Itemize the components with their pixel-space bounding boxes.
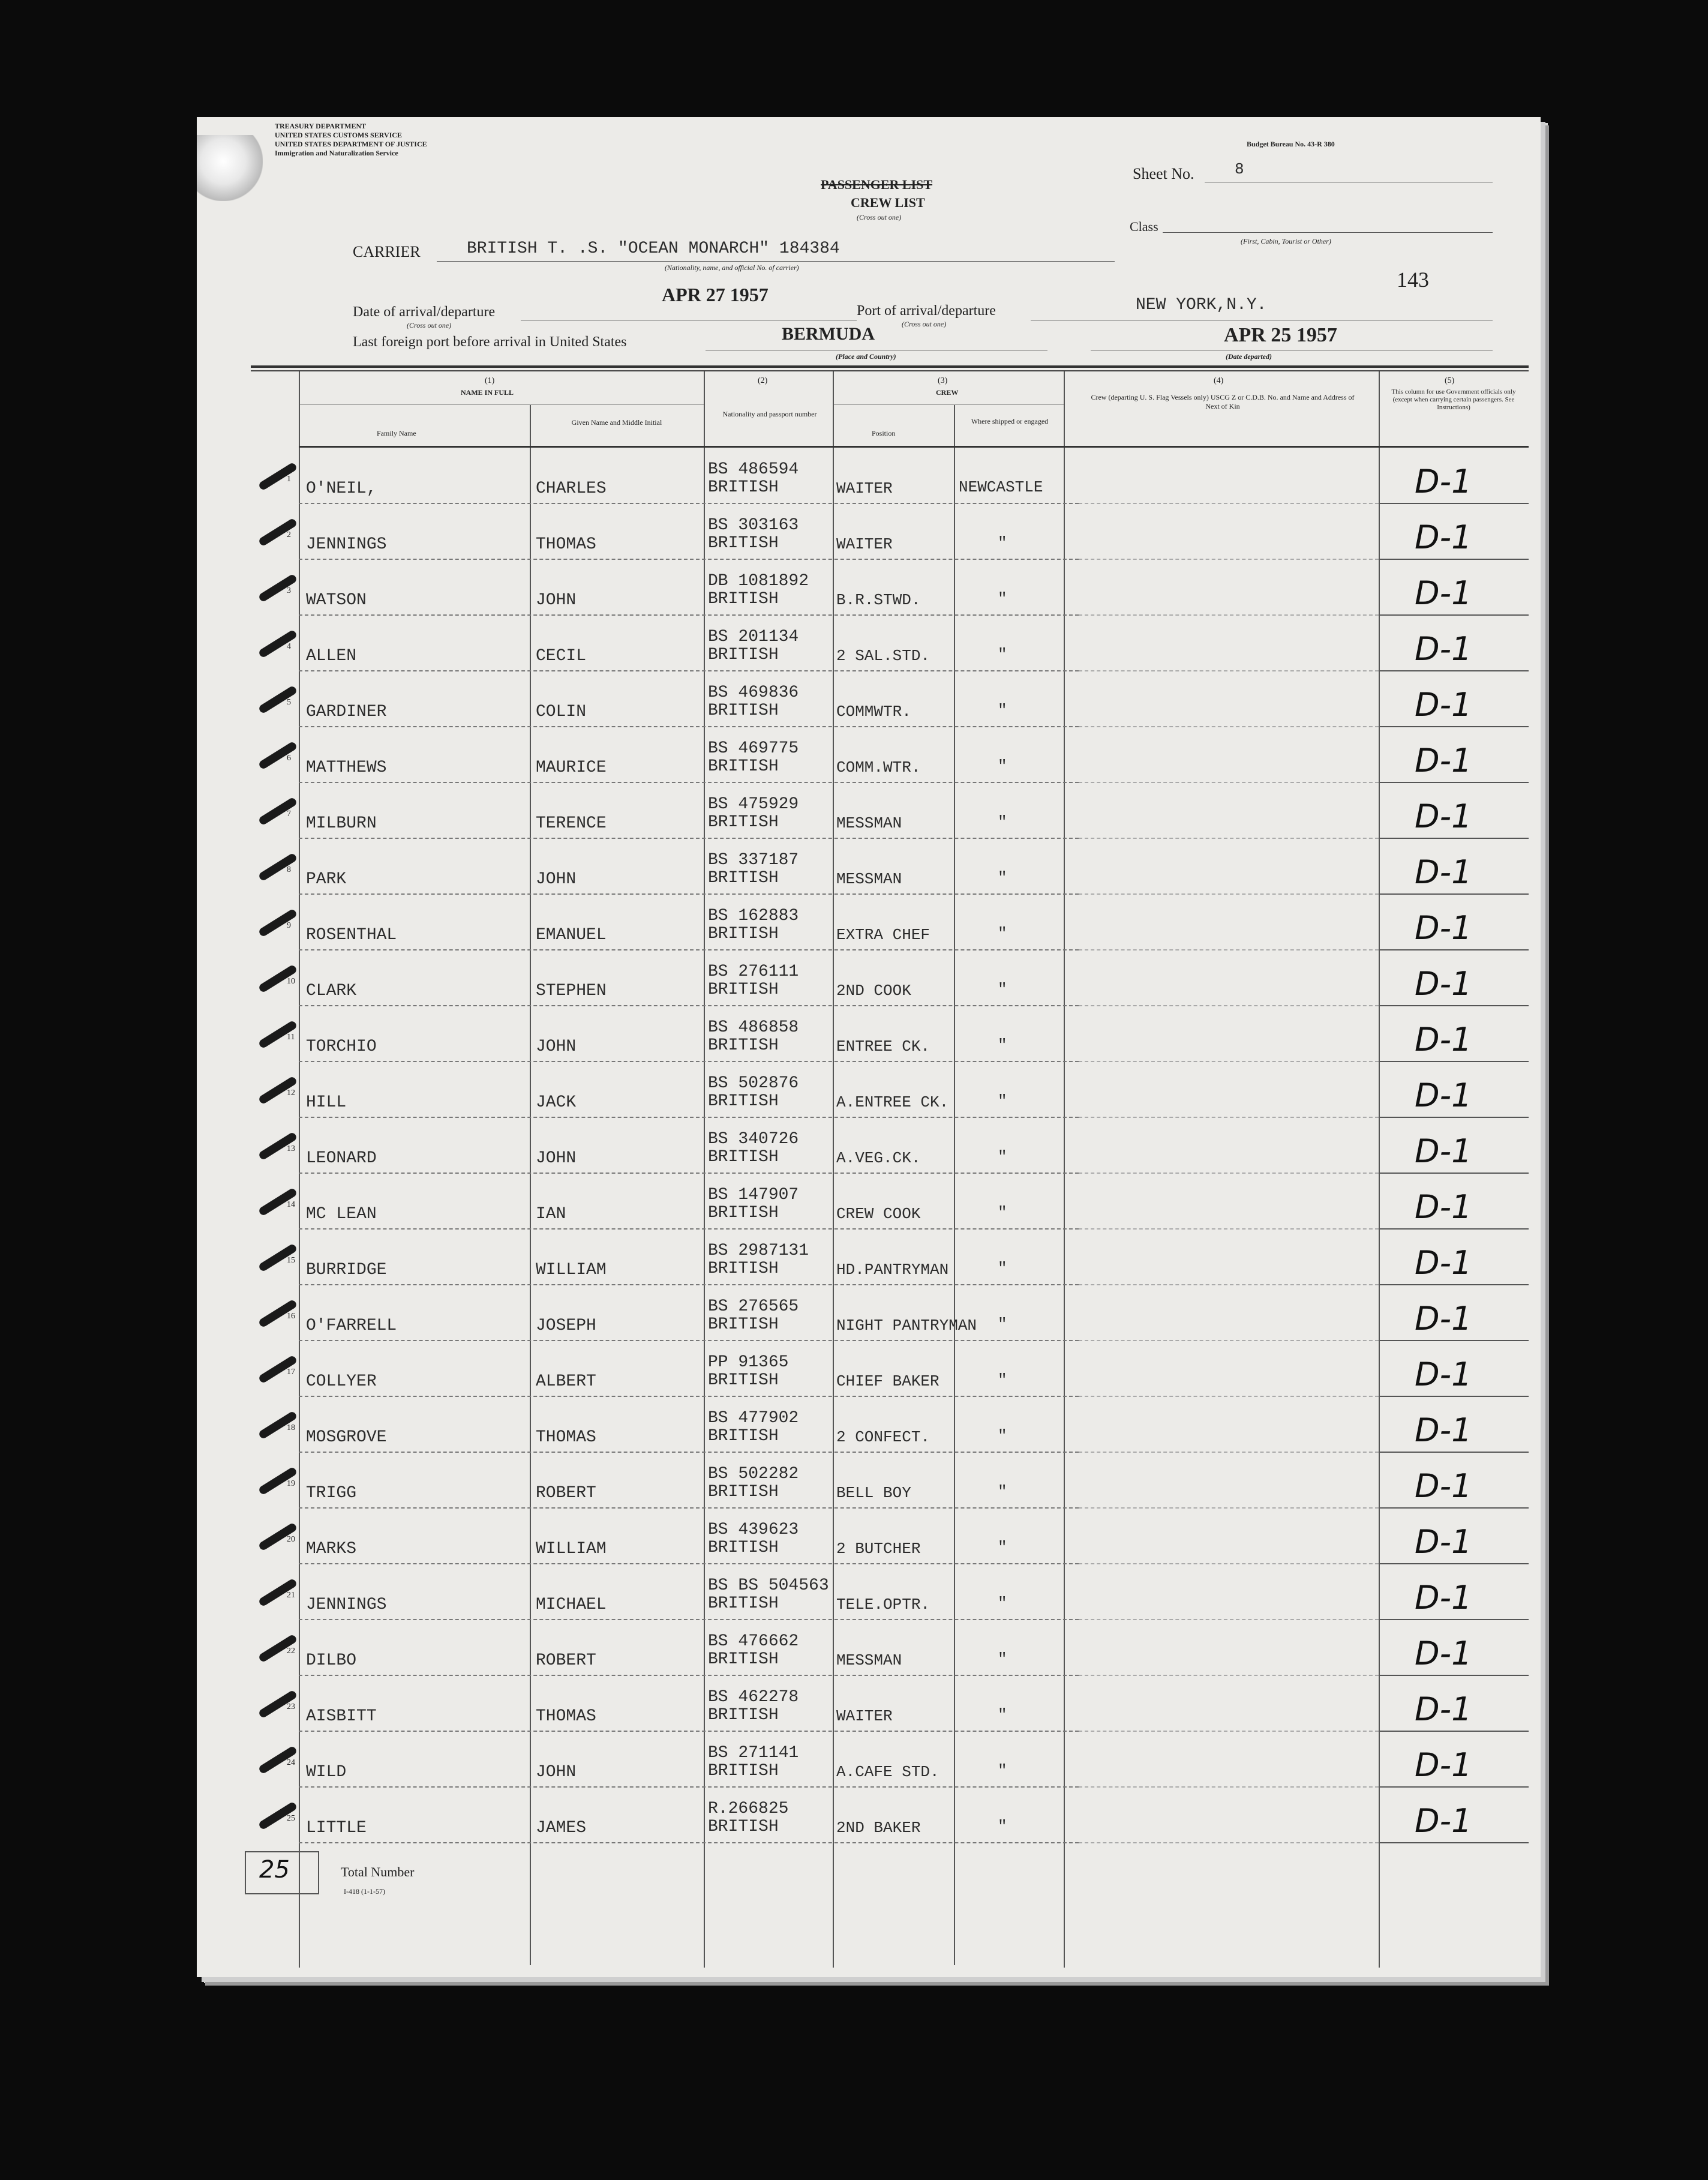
form-title-note: (Cross out one) xyxy=(857,213,902,221)
row-number: 1 xyxy=(287,475,291,484)
row-rule xyxy=(299,1842,1079,1843)
row-number: 11 xyxy=(287,1033,295,1042)
row-number: 3 xyxy=(287,586,291,595)
agency-line: UNITED STATES CUSTOMS SERVICE xyxy=(275,131,402,139)
agency-line: Immigration and Naturalization Service xyxy=(275,149,398,157)
total-label: Total Number xyxy=(341,1864,415,1879)
given-name: THOMAS xyxy=(536,1428,596,1447)
family-name: TORCHIO xyxy=(306,1037,377,1056)
row-number: 22 xyxy=(287,1647,295,1656)
row-number: 16 xyxy=(287,1312,295,1321)
where-engaged: " xyxy=(998,590,1007,608)
table-row xyxy=(197,448,1541,504)
position: MESSMAN xyxy=(836,870,902,888)
family-name: MC LEAN xyxy=(306,1205,377,1224)
col4-num: (4) xyxy=(1214,376,1224,385)
port-label: Port of arrival/departure xyxy=(857,303,996,319)
given-name: CECIL xyxy=(536,647,587,665)
position: CHIEF BAKER xyxy=(836,1372,939,1390)
nationality: BRITISH xyxy=(708,1650,779,1669)
check-mark xyxy=(258,797,298,826)
class-note: (First, Cabin, Tourist or Other) xyxy=(1241,237,1331,245)
row-number: 2 xyxy=(287,530,291,539)
position: 2 BUTCHER xyxy=(836,1540,921,1558)
row-number: 17 xyxy=(287,1368,295,1377)
row-number: 6 xyxy=(287,754,291,763)
family-name: AISBITT xyxy=(306,1707,377,1726)
departed-value: APR 25 1957 xyxy=(1224,324,1337,346)
position: 2ND COOK xyxy=(836,982,911,1000)
nationality: BRITISH xyxy=(708,590,779,608)
nationality: BRITISH xyxy=(708,1427,779,1446)
col3b-header: Where shipped or engaged xyxy=(971,417,1049,425)
where-engaged: " xyxy=(998,1818,1007,1836)
official-mark: D-1 xyxy=(1415,853,1472,891)
check-mark xyxy=(258,908,298,938)
nationality: BRITISH xyxy=(708,701,779,720)
row-number: 14 xyxy=(287,1200,295,1209)
where-engaged: " xyxy=(998,980,1007,998)
family-name: COLLYER xyxy=(306,1372,377,1391)
nationality: BRITISH xyxy=(708,1260,779,1278)
nationality: BRITISH xyxy=(708,869,779,887)
passport-number: BS 502282 xyxy=(708,1465,799,1483)
nationality: BRITISH xyxy=(708,1818,779,1836)
table-row xyxy=(197,1006,1541,1062)
date-note: (Cross out one) xyxy=(407,321,452,329)
family-name: O'NEIL, xyxy=(306,479,377,498)
col3-num: (3) xyxy=(938,376,948,385)
row-number: 7 xyxy=(287,809,291,818)
col3a-header: Position xyxy=(872,429,896,437)
given-name: ALBERT xyxy=(536,1372,596,1391)
nationality: BRITISH xyxy=(708,1204,779,1222)
official-mark: D-1 xyxy=(1415,1802,1472,1840)
last-port-value: BERMUDA xyxy=(782,324,875,344)
table-row xyxy=(197,560,1541,616)
where-engaged: " xyxy=(998,701,1007,719)
given-name: WILLIAM xyxy=(536,1261,607,1279)
position: B.R.STWD. xyxy=(836,591,921,609)
nationality: BRITISH xyxy=(708,478,779,497)
header-rule-2 xyxy=(251,370,1529,371)
official-mark: D-1 xyxy=(1415,965,1472,1003)
given-name: COLIN xyxy=(536,703,587,721)
given-name: JOHN xyxy=(536,1763,577,1782)
col1-num: (1) xyxy=(485,376,495,385)
position: A.ENTREE CK. xyxy=(836,1093,949,1111)
passport-number: BS 486594 xyxy=(708,460,799,479)
given-name: MICHAEL xyxy=(536,1596,607,1614)
given-name: JOHN xyxy=(536,870,577,889)
agency-block xyxy=(275,122,427,158)
given-name: JAMES xyxy=(536,1819,587,1837)
where-engaged: " xyxy=(998,869,1007,887)
official-mark: D-1 xyxy=(1415,1300,1472,1338)
passport-number: BS 303163 xyxy=(708,516,799,535)
carrier-note: (Nationality, name, and official No. of carrier) xyxy=(665,263,799,272)
form-title-struck: PASSENGER LIST xyxy=(821,177,933,192)
passport-number: BS 2987131 xyxy=(708,1242,809,1260)
nationality: BRITISH xyxy=(708,757,779,776)
last-port-label: Last foreign port before arrival in United States xyxy=(353,334,627,350)
position: MESSMAN xyxy=(836,814,902,832)
page-number: 143 xyxy=(1397,268,1429,292)
class-underline xyxy=(1163,232,1493,233)
nationality: BRITISH xyxy=(708,1092,779,1111)
agency-line: UNITED STATES DEPARTMENT OF JUSTICE xyxy=(275,140,427,148)
check-mark xyxy=(258,685,298,715)
position: MESSMAN xyxy=(836,1651,902,1669)
table-row xyxy=(197,1564,1541,1620)
passport-number: BS 477902 xyxy=(708,1409,799,1428)
position: WAITER xyxy=(836,1707,893,1725)
table-row xyxy=(197,504,1541,560)
position: CREW COOK xyxy=(836,1205,921,1223)
official-mark: D-1 xyxy=(1415,1132,1472,1170)
official-mark: D-1 xyxy=(1415,574,1472,612)
where-engaged: " xyxy=(998,925,1007,943)
passport-number: BS 201134 xyxy=(708,628,799,646)
family-name: MOSGROVE xyxy=(306,1428,387,1447)
official-mark: D-1 xyxy=(1415,1188,1472,1226)
given-name: JOHN xyxy=(536,1149,577,1168)
table-row xyxy=(197,1620,1541,1676)
nationality: BRITISH xyxy=(708,1315,779,1334)
where-engaged: " xyxy=(998,646,1007,664)
passport-number: BS 502876 xyxy=(708,1074,799,1093)
table-row xyxy=(197,1676,1541,1732)
family-name: WILD xyxy=(306,1763,347,1782)
family-name: LEONARD xyxy=(306,1149,377,1168)
row-number: 15 xyxy=(287,1256,295,1265)
total-box xyxy=(245,1851,319,1894)
passport-number: BS 469775 xyxy=(708,739,799,758)
family-name: ALLEN xyxy=(306,647,357,665)
where-engaged: " xyxy=(998,1483,1007,1501)
passport-number: BS 276111 xyxy=(708,962,799,981)
passport-number: DB 1081892 xyxy=(708,572,809,590)
where-engaged: " xyxy=(998,1371,1007,1389)
col4-title: Crew (departing U. S. Flag Vessels only) USCG Z or C.D.B. No. and Name and Address of Next of Kin xyxy=(1091,393,1355,410)
where-engaged: " xyxy=(998,1148,1007,1166)
where-engaged: " xyxy=(998,1594,1007,1612)
header-bottom-rule xyxy=(299,446,1529,448)
official-mark: D-1 xyxy=(1415,1746,1472,1784)
torn-corner xyxy=(197,135,263,201)
passport-number: BS 486858 xyxy=(708,1018,799,1037)
row-number: 10 xyxy=(287,977,295,986)
family-name: WATSON xyxy=(306,591,367,610)
passport-number: BS 475929 xyxy=(708,795,799,814)
position: HD.PANTRYMAN xyxy=(836,1261,949,1279)
port-value: NEW YORK,N.Y. xyxy=(1136,296,1267,314)
position: 2 SAL.STD. xyxy=(836,647,930,665)
sheet-label: Sheet No. xyxy=(1133,165,1194,182)
family-name: PARK xyxy=(306,870,347,889)
departed-note: (Date departed) xyxy=(1226,352,1272,361)
document-page xyxy=(197,117,1541,1977)
official-mark: D-1 xyxy=(1415,463,1472,500)
passport-number: BS 462278 xyxy=(708,1688,799,1707)
passport-number: BS 162883 xyxy=(708,907,799,925)
given-name: WILLIAM xyxy=(536,1540,607,1558)
where-engaged: " xyxy=(998,1260,1007,1278)
where-engaged: " xyxy=(998,1204,1007,1222)
passport-number: BS 439623 xyxy=(708,1521,799,1539)
nationality: BRITISH xyxy=(708,646,779,664)
family-name: GARDINER xyxy=(306,703,387,721)
col1b-header: Given Name and Middle Initial xyxy=(571,418,662,427)
official-mark: D-1 xyxy=(1415,1523,1472,1561)
class-label: Class xyxy=(1130,219,1158,234)
family-name: TRIGG xyxy=(306,1484,357,1503)
given-name: JOHN xyxy=(536,591,577,610)
position: A.CAFE STD. xyxy=(836,1763,939,1781)
form-title: CREW LIST xyxy=(851,195,925,210)
where-engaged: " xyxy=(998,757,1007,775)
official-mark: D-1 xyxy=(1415,1635,1472,1672)
where-engaged: " xyxy=(998,1762,1007,1780)
passport-number: PP 91365 xyxy=(708,1353,789,1372)
table-row xyxy=(197,1788,1541,1843)
given-name: THOMAS xyxy=(536,535,596,554)
table-row xyxy=(197,1285,1541,1341)
where-engaged: " xyxy=(998,1036,1007,1054)
given-name: IAN xyxy=(536,1205,566,1224)
family-name: JENNINGS xyxy=(306,1596,387,1614)
where-engaged: NEWCASTLE xyxy=(959,478,1043,496)
family-name: LITTLE xyxy=(306,1819,367,1837)
position: EXTRA CHEF xyxy=(836,926,930,944)
total-value: 25 xyxy=(259,1856,290,1884)
table-row xyxy=(197,616,1541,671)
col5-title: This column for use Government officials only (except when carrying certain passengers. See Instructions) xyxy=(1391,388,1516,411)
row-number: 8 xyxy=(287,865,291,874)
nationality: BRITISH xyxy=(708,1483,779,1501)
table-row xyxy=(197,727,1541,783)
family-name: CLARK xyxy=(306,982,357,1000)
date-label: Date of arrival/departure xyxy=(353,304,496,320)
col3-title: CREW xyxy=(936,388,959,397)
nationality: BRITISH xyxy=(708,1036,779,1055)
table-row xyxy=(197,671,1541,727)
position: WAITER xyxy=(836,479,893,497)
official-mark: D-1 xyxy=(1415,1411,1472,1449)
official-mark: D-1 xyxy=(1415,518,1472,556)
nationality: BRITISH xyxy=(708,1762,779,1780)
passport-number: BS 469836 xyxy=(708,683,799,702)
table-row xyxy=(197,1174,1541,1230)
header-rule xyxy=(251,365,1529,368)
row-number: 21 xyxy=(287,1591,295,1600)
table-row xyxy=(197,895,1541,950)
given-name: TERENCE xyxy=(536,814,607,833)
official-mark: D-1 xyxy=(1415,1356,1472,1393)
given-name: JACK xyxy=(536,1093,577,1112)
table-row xyxy=(197,1509,1541,1564)
position: NIGHT PANTRYMAN xyxy=(836,1317,977,1335)
family-name: JENNINGS xyxy=(306,535,387,554)
position: COMM.WTR. xyxy=(836,758,921,776)
official-mark: D-1 xyxy=(1415,1579,1472,1617)
passport-number: BS 276565 xyxy=(708,1297,799,1316)
table-row xyxy=(197,950,1541,1006)
table-row xyxy=(197,1453,1541,1509)
family-name: O'FARRELL xyxy=(306,1317,397,1335)
given-name: ROBERT xyxy=(536,1651,596,1670)
check-mark xyxy=(258,741,298,770)
family-name: DILBO xyxy=(306,1651,357,1670)
nationality: BRITISH xyxy=(708,813,779,832)
official-mark: D-1 xyxy=(1415,742,1472,779)
given-name: EMANUEL xyxy=(536,926,607,944)
date-value: APR 27 1957 xyxy=(662,284,769,305)
position: WAITER xyxy=(836,535,893,553)
position: BELL BOY xyxy=(836,1484,911,1502)
col2-num: (2) xyxy=(758,376,768,385)
row-number: 13 xyxy=(287,1144,295,1153)
nationality: BRITISH xyxy=(708,1706,779,1725)
position: COMMWTR. xyxy=(836,703,911,721)
position: A.VEG.CK. xyxy=(836,1149,921,1167)
carrier-underline xyxy=(437,261,1115,262)
given-name: JOHN xyxy=(536,1037,577,1056)
row-rule-right xyxy=(1379,1842,1529,1843)
table-row xyxy=(197,1062,1541,1118)
col2-title: Nationality and passport number xyxy=(722,410,817,418)
official-mark: D-1 xyxy=(1415,1244,1472,1282)
given-name: STEPHEN xyxy=(536,982,607,1000)
given-name: CHARLES xyxy=(536,479,607,498)
col5-num: (5) xyxy=(1445,376,1455,385)
given-name: JOSEPH xyxy=(536,1317,596,1335)
nationality: BRITISH xyxy=(708,1371,779,1390)
check-mark xyxy=(258,853,298,882)
nationality: BRITISH xyxy=(708,1594,779,1613)
position: 2 CONFECT. xyxy=(836,1428,930,1446)
where-engaged: " xyxy=(998,1315,1007,1333)
nationality: BRITISH xyxy=(708,980,779,999)
passport-number: BS BS 504563 xyxy=(708,1576,829,1595)
row-number: 4 xyxy=(287,642,291,651)
last-port-note: (Place and Country) xyxy=(836,352,896,361)
where-engaged: " xyxy=(998,813,1007,831)
where-engaged: " xyxy=(998,1539,1007,1557)
given-name: MAURICE xyxy=(536,758,607,777)
where-engaged: " xyxy=(998,1427,1007,1445)
port-note: (Cross out one) xyxy=(902,320,947,328)
given-name: ROBERT xyxy=(536,1484,596,1503)
table-row xyxy=(197,783,1541,839)
official-mark: D-1 xyxy=(1415,1021,1472,1058)
check-mark xyxy=(258,629,298,659)
passport-number: R.266825 xyxy=(708,1800,789,1818)
where-engaged: " xyxy=(998,1650,1007,1668)
nationality: BRITISH xyxy=(708,1539,779,1557)
check-mark xyxy=(258,462,298,491)
official-mark: D-1 xyxy=(1415,1690,1472,1728)
official-mark: D-1 xyxy=(1415,686,1472,724)
family-name: MATTHEWS xyxy=(306,758,387,777)
table-row xyxy=(197,1118,1541,1174)
nationality: BRITISH xyxy=(708,534,779,553)
passport-number: BS 337187 xyxy=(708,851,799,869)
row-number: 19 xyxy=(287,1479,295,1488)
carrier-label: CARRIER xyxy=(353,243,421,260)
table-row xyxy=(197,839,1541,895)
nationality: BRITISH xyxy=(708,925,779,943)
passport-number: BS 147907 xyxy=(708,1186,799,1204)
check-mark xyxy=(258,574,298,603)
form-number: I-418 (1-1-57) xyxy=(344,1887,385,1896)
table-row xyxy=(197,1732,1541,1788)
table-row xyxy=(197,1397,1541,1453)
sheet-value: 8 xyxy=(1235,160,1244,178)
agency-line: TREASURY DEPARTMENT xyxy=(275,122,367,130)
passport-number: BS 476662 xyxy=(708,1632,799,1651)
col1a-header: Family Name xyxy=(377,429,416,437)
official-mark: D-1 xyxy=(1415,909,1472,947)
row-number: 23 xyxy=(287,1702,295,1711)
row-number: 25 xyxy=(287,1814,295,1823)
where-engaged: " xyxy=(998,1706,1007,1724)
family-name: HILL xyxy=(306,1093,347,1112)
budget-bureau: Budget Bureau No. 43-R 380 xyxy=(1247,140,1335,148)
official-mark: D-1 xyxy=(1415,797,1472,835)
family-name: BURRIDGE xyxy=(306,1261,387,1279)
row-number: 20 xyxy=(287,1535,295,1544)
row-number: 18 xyxy=(287,1423,295,1432)
given-name: THOMAS xyxy=(536,1707,596,1726)
family-name: MARKS xyxy=(306,1540,357,1558)
nationality: BRITISH xyxy=(708,1148,779,1167)
family-name: ROSENTHAL xyxy=(306,926,397,944)
carrier-value: BRITISH T. .S. "OCEAN MONARCH" 184384 xyxy=(467,239,840,258)
official-mark: D-1 xyxy=(1415,1076,1472,1114)
official-mark: D-1 xyxy=(1415,630,1472,668)
table-row xyxy=(197,1230,1541,1285)
table-row xyxy=(197,1341,1541,1397)
row-rule-mid xyxy=(1079,1842,1379,1843)
row-number: 24 xyxy=(287,1758,295,1767)
row-number: 12 xyxy=(287,1088,295,1098)
position: TELE.OPTR. xyxy=(836,1596,930,1614)
passport-number: BS 340726 xyxy=(708,1130,799,1149)
col1-title: NAME IN FULL xyxy=(461,388,514,397)
passport-number: BS 271141 xyxy=(708,1744,799,1762)
row-number: 9 xyxy=(287,921,291,930)
official-mark: D-1 xyxy=(1415,1467,1472,1505)
where-engaged: " xyxy=(998,1092,1007,1110)
check-mark xyxy=(258,518,298,547)
position: 2ND BAKER xyxy=(836,1819,921,1837)
family-name: MILBURN xyxy=(306,814,377,833)
where-engaged: " xyxy=(998,534,1007,552)
position: ENTREE CK. xyxy=(836,1037,930,1055)
row-number: 5 xyxy=(287,698,291,707)
